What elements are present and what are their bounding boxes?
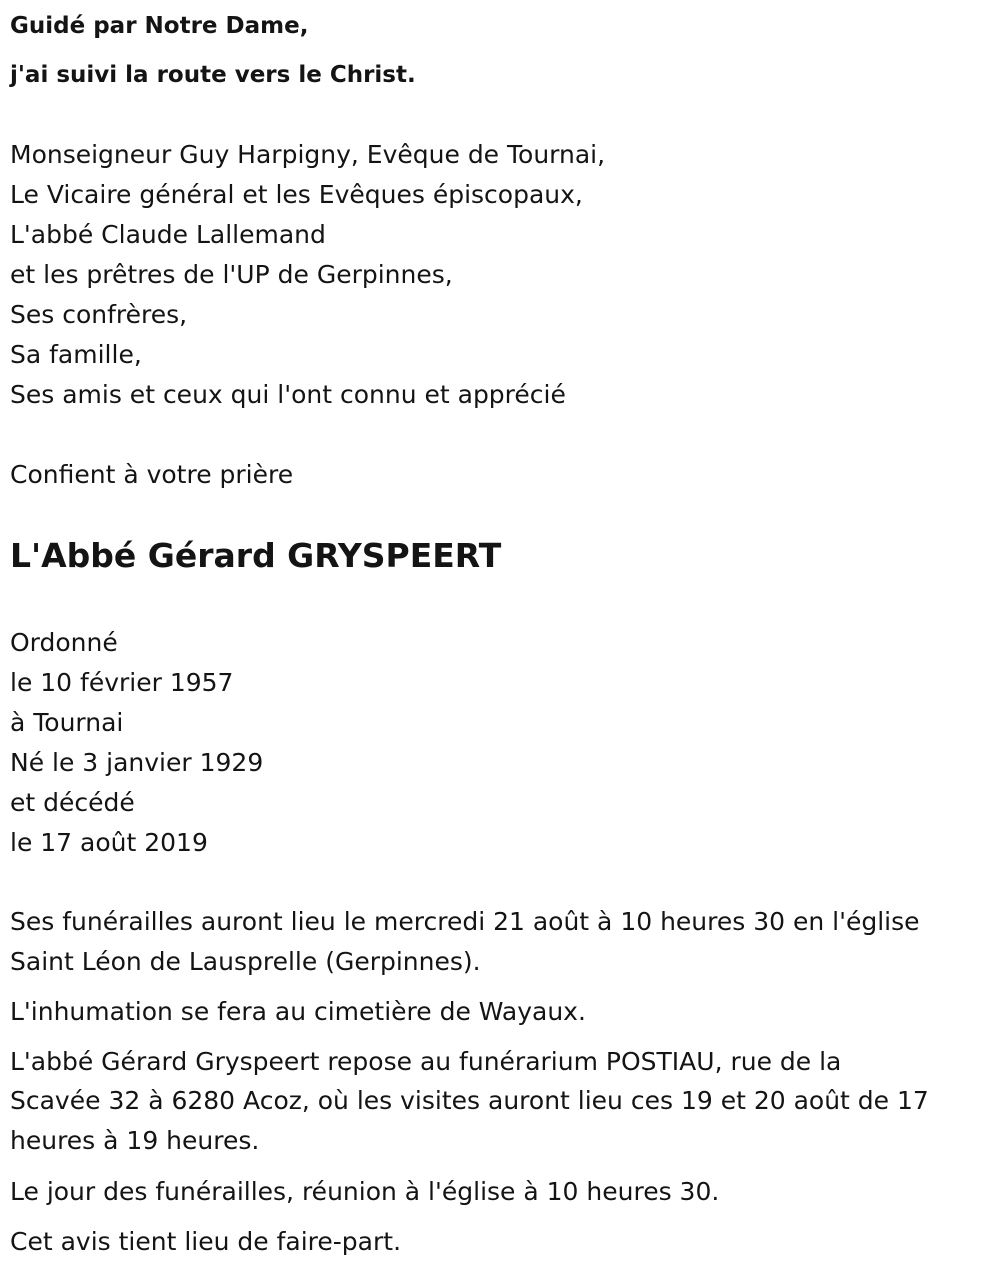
sender-line-6: Sa famille, xyxy=(10,340,142,369)
notice-text: Cet avis tient lieu de faire-part. xyxy=(10,1227,402,1256)
sender-line-7: Ses amis et ceux qui l'ont connu et apprécié xyxy=(10,380,566,409)
detail-line-5: et décédé xyxy=(10,788,135,817)
visitation-line-1: L'abbé Gérard Gryspeert repose au funérarium POSTIAU, rue de la xyxy=(10,1047,842,1076)
funeral-line-1: Ses funérailles auront lieu le mercredi 21 août à 10 heures 30 en l'église xyxy=(10,907,920,936)
funeral-line-2: Saint Léon de Lausprelle (Gerpinnes). xyxy=(10,947,481,976)
detail-line-6: le 17 août 2019 xyxy=(10,828,208,857)
sender-line-2: Le Vicaire général et les Evêques épiscopaux, xyxy=(10,180,583,209)
visitation-line-3: heures à 19 heures. xyxy=(10,1126,260,1155)
detail-line-1: Ordonné xyxy=(10,628,118,657)
sender-line-4: et les prêtres de l'UP de Gerpinnes, xyxy=(10,260,453,289)
detail-line-4: Né le 3 janvier 1929 xyxy=(10,748,264,777)
sender-line-1: Monseigneur Guy Harpigny, Evêque de Tournai, xyxy=(10,140,606,169)
meeting-text: Le jour des funérailles, réunion à l'église à 10 heures 30. xyxy=(10,1177,720,1206)
detail-line-2: le 10 février 1957 xyxy=(10,668,234,697)
epigraph-line-2: j'ai suivi la route vers le Christ. xyxy=(10,62,416,88)
sender-line-5: Ses confrères, xyxy=(10,300,188,329)
sender-line-3: L'abbé Claude Lallemand xyxy=(10,220,326,249)
burial-text: L'inhumation se fera au cimetière de Wayaux. xyxy=(10,997,586,1026)
visitation-line-2: Scavée 32 à 6280 Acoz, où les visites auront lieu ces 19 et 20 août de 17 xyxy=(10,1086,929,1115)
entrust-text: Confient à votre prière xyxy=(10,460,294,489)
detail-line-3: à Tournai xyxy=(10,708,124,737)
deceased-name: L'Abbé Gérard GRYSPEERT xyxy=(10,536,502,575)
epigraph-line-1: Guidé par Notre Dame, xyxy=(10,13,309,39)
